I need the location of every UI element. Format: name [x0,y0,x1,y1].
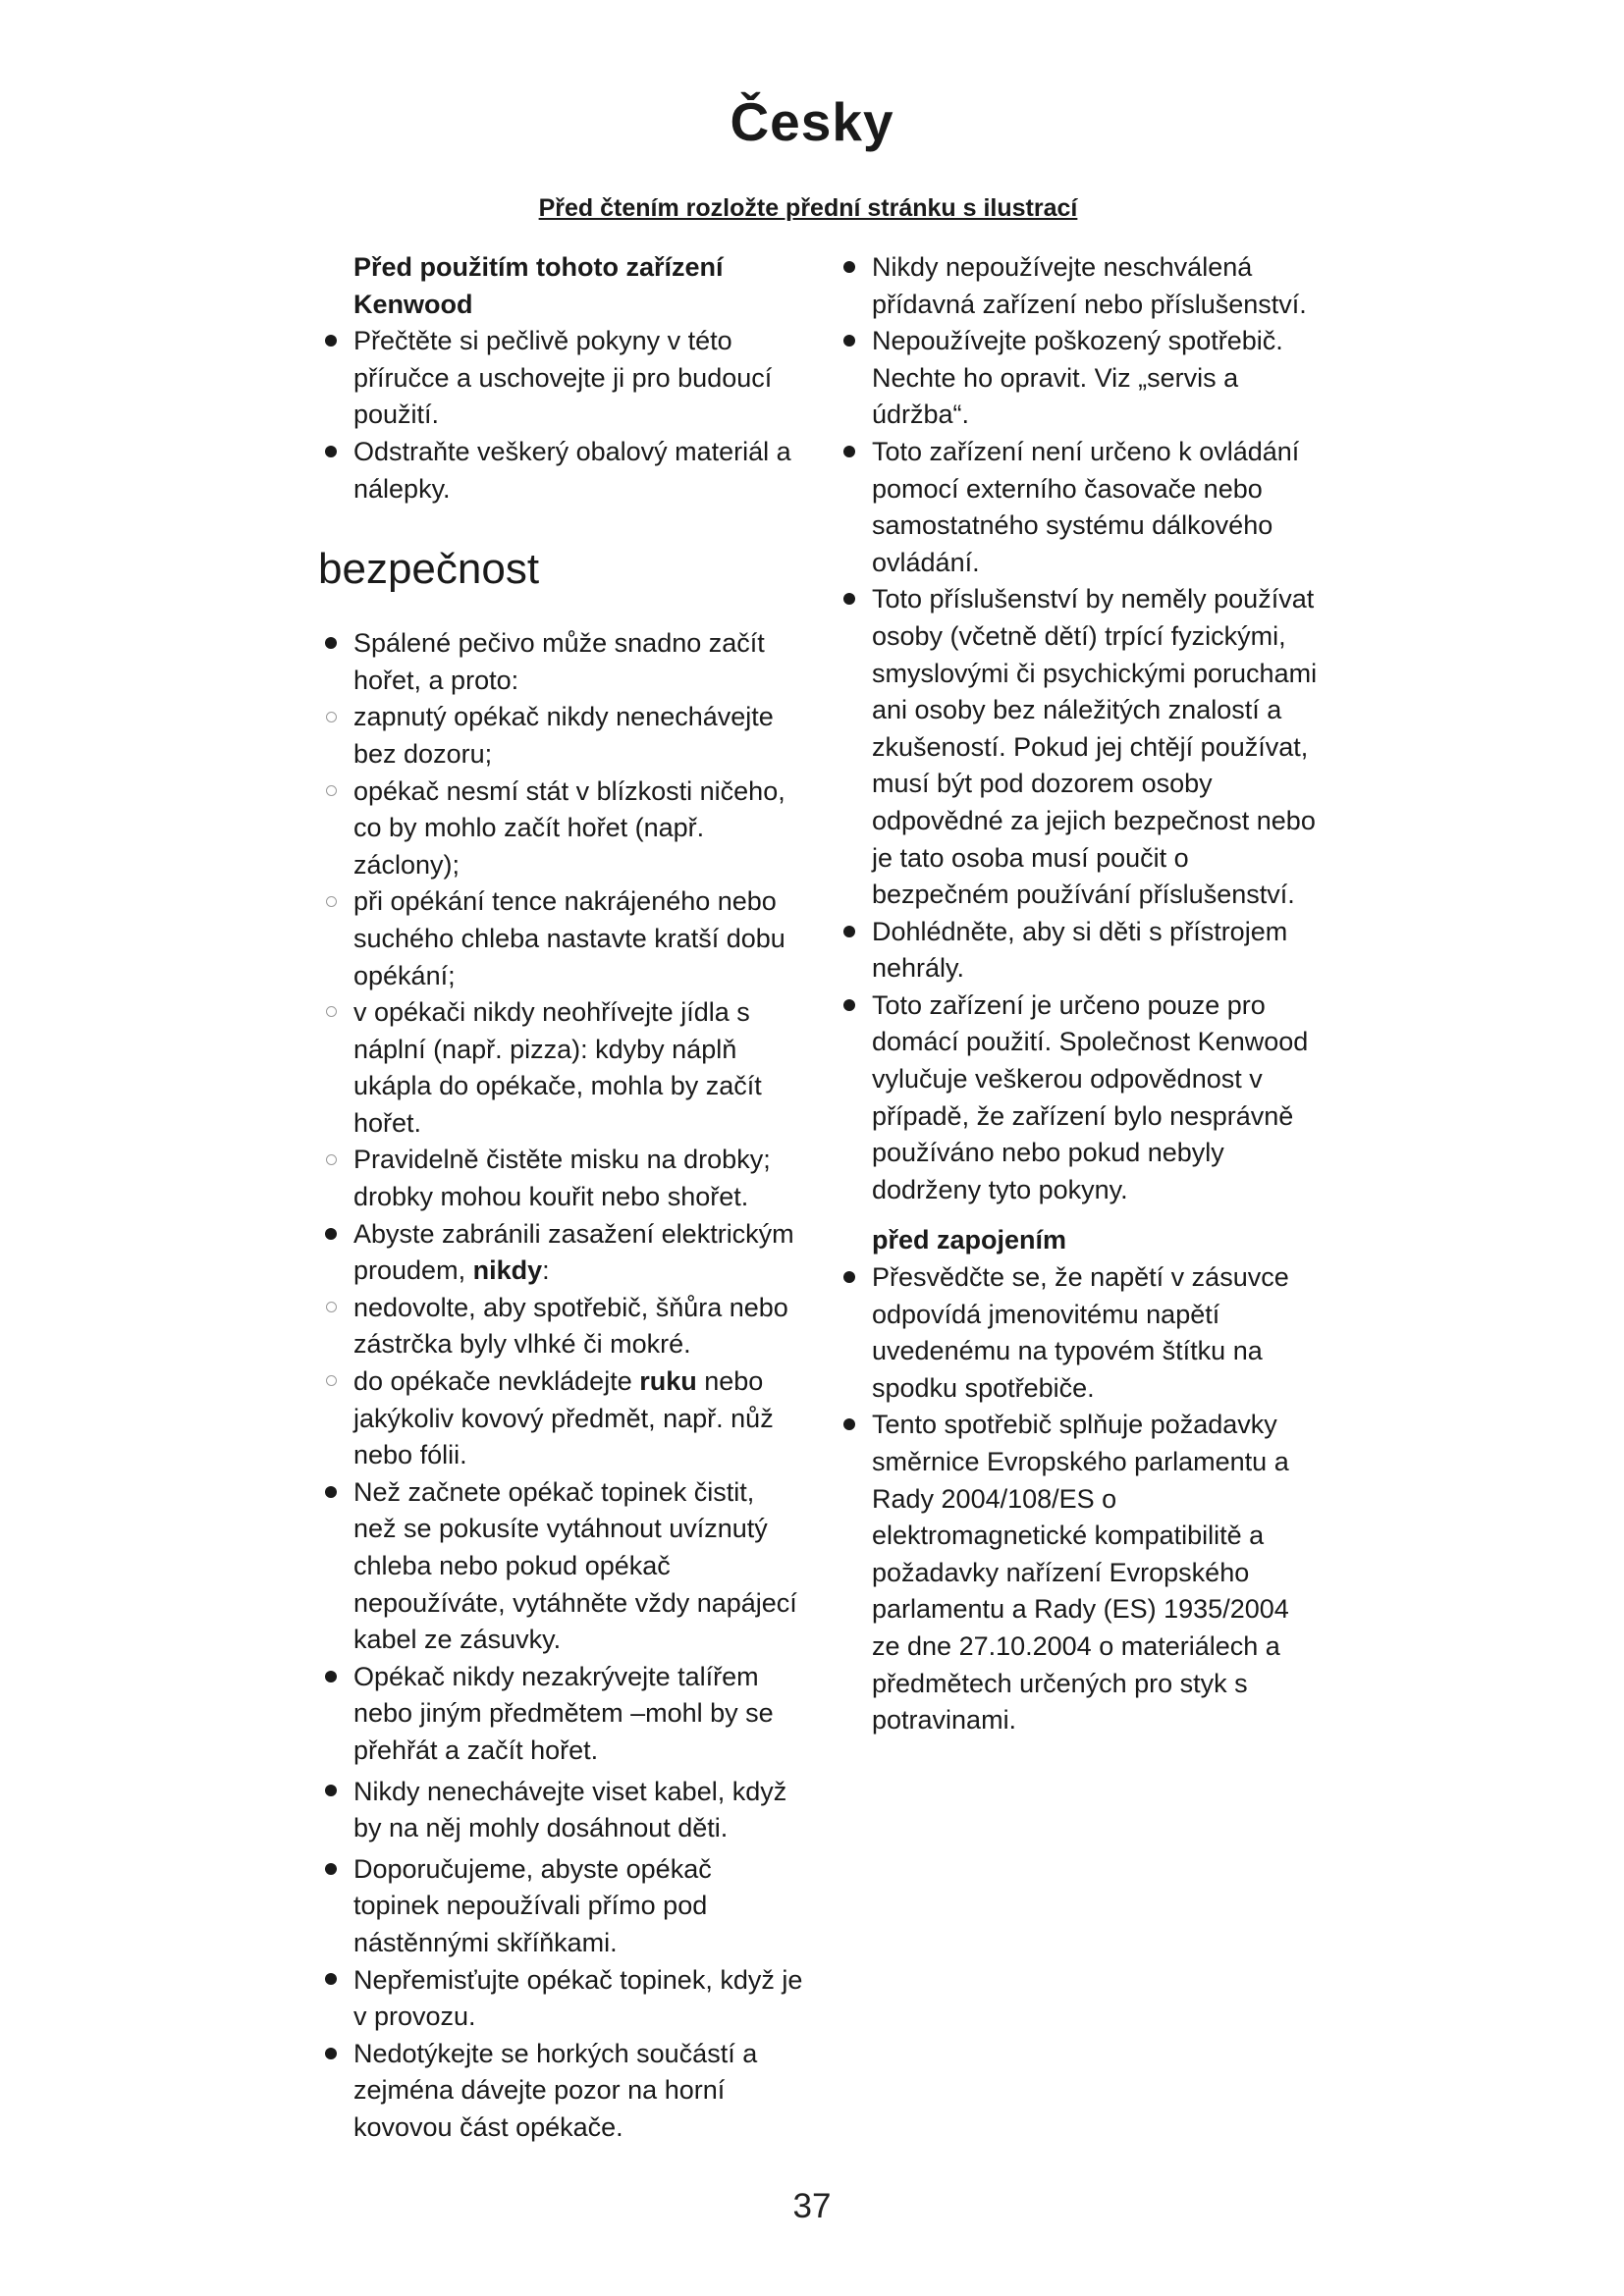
bullet-icon [320,434,342,471]
list-item: Nepoužívejte poškozený spotřebič. Nechte ho opravit. Viz „servis a údržba“. [831,323,1322,434]
list-item: Dohlédněte, aby si děti s přístrojem nehrály. [831,914,1322,988]
bullet-icon [839,434,860,471]
sub-bullet-icon [320,994,342,1032]
bullet-icon [320,1474,342,1512]
bullet-icon [839,1407,860,1444]
list-item: Než začnete opékač topinek čistit, než se pokusíte vytáhnout uvíznutý chleba nebo pokud opékač nepoužíváte, vytáhněte vždy napájecí kabel ze zásuvky. [312,1474,803,1659]
list-item: Nepřemisťujte opékač topinek, když je v provozu. [312,1962,803,2036]
right-column [831,249,1322,1739]
sub-bullet-icon [320,1142,342,1179]
sub-list-item: při opékání tence nakrájeného nebo suchého chleba nastavte kratší dobu opékání; [312,883,803,994]
bullet-icon [320,1851,342,1889]
list-item: Nikdy nepoužívejte neschválená přídavná zařízení nebo příslušenství. [831,249,1322,323]
list-item: Nikdy nenechávejte viset kabel, když by na něj mohly dosáhnout děti. [312,1774,803,1847]
list-item: Přečtěte si pečlivě pokyny v této příručce a uschovejte ji pro budoucí použití. [312,323,803,434]
bullet-icon [320,1216,342,1254]
left-column [312,249,803,2147]
sub-bullet-icon [320,1363,342,1401]
page-number: 37 [792,2187,832,2225]
sub-bullet-icon [320,774,342,811]
bullet-icon [839,914,860,951]
sub-bullet-icon [320,1290,342,1327]
list-item: Abyste zabránili zasažení elektrickým proudem, nikdy: [312,1216,803,1290]
list-item: Toto příslušenství by neměly používat osoby (včetně dětí) trpící fyzickými, smyslovými či psychickými poruchami ani osoby bez náležitých znalostí a zkušeností. Pokud jej chtějí používat, musí být pod dozorem osoby odpovědné za jejich bezpečnost nebo je tato osoba musí poučit o bezpečném používání příslušenství. [831,581,1322,913]
bullet-icon [320,323,342,360]
list-item: Nedotýkejte se horkých součástí a zejména dávejte pozor na horní kovovou část opékače. [312,2036,803,2147]
bullet-icon [320,1774,342,1811]
sub-list-item: v opékači nikdy neohřívejte jídla s náplní (např. pizza): kdyby náplň ukápla do opékače, mohla by začít hořet. [312,994,803,1142]
bullet-icon [839,988,860,1025]
bullet-icon [839,1259,860,1297]
bullet-icon [839,323,860,360]
list-item: Doporučujeme, abyste opékač topinek nepoužívali přímo pod nástěnnými skříňkami. [312,1851,803,1962]
list-item: Opékač nikdy nezakrývejte talířem nebo jiným předmětem –mohl by se přehřát a začít hořet. [312,1659,803,1770]
list-item: Toto zařízení není určeno k ovládání pomocí externího časovače nebo samostatného systému dálkového ovládání. [831,434,1322,581]
bullet-icon [320,1962,342,2000]
sub-list-item: do opékače nevkládejte ruku nebo jakýkoliv kovový předmět, např. nůž nebo fólii. [312,1363,803,1474]
fold-out-instruction: Před čtením rozložte přední stránku s ilustrací [538,194,1078,222]
sub-bullet-icon [320,883,342,921]
bullet-icon [839,581,860,618]
page-title: Česky [730,91,894,152]
bullet-icon [320,1659,342,1696]
list-item: Spálené pečivo může snadno začít hořet, a proto: [312,625,803,699]
bullet-icon [839,249,860,287]
bullet-icon [320,2036,342,2073]
list-item: Odstraňte veškerý obalový materiál a nálepky. [312,434,803,507]
list-item: Pravidelně čistěte misku na drobky; drobky mohou kouřit nebo shořet. [312,1142,803,1215]
list-item: Toto zařízení je určeno pouze pro domácí použití. Společnost Kenwood vylučuje veškerou odpovědnost v případě, že zařízení bylo nesprávně používáno nebo pokud nebyly dodrženy tyto pokyny. [831,988,1322,1209]
intro-heading: Před použitím tohoto zařízení Kenwood [353,252,724,319]
list-item: Tento spotřebič splňuje požadavky směrnice Evropského parlamentu a Rady 2004/108/ES o elektromagnetické kompatibilitě a požadavky nařízení Evropského parlamentu a Rady (ES) 1935/2004 ze dne 27.10.2004 o materiálech a předmětech určených pro styk s potravinami. [831,1407,1322,1738]
list-item: Přesvědčte se, že napětí v zásuvce odpovídá jmenovitému napětí uvedenému na typovém štítku na spodku spotřebiče. [831,1259,1322,1407]
sub-bullet-icon [320,699,342,736]
subsection-heading: před zapojením [872,1225,1067,1255]
bullet-icon [320,625,342,663]
sub-list-item: nedovolte, aby spotřebič, šňůra nebo zástrčka byly vlhké či mokré. [312,1290,803,1363]
section-heading: bezpečnost [318,545,540,594]
sub-list-item: zapnutý opékač nikdy nenechávejte bez dozoru; [312,699,803,773]
sub-list-item: opékač nesmí stát v blízkosti ničeho, co by mohlo začít hořet (např. záclony); [312,774,803,884]
